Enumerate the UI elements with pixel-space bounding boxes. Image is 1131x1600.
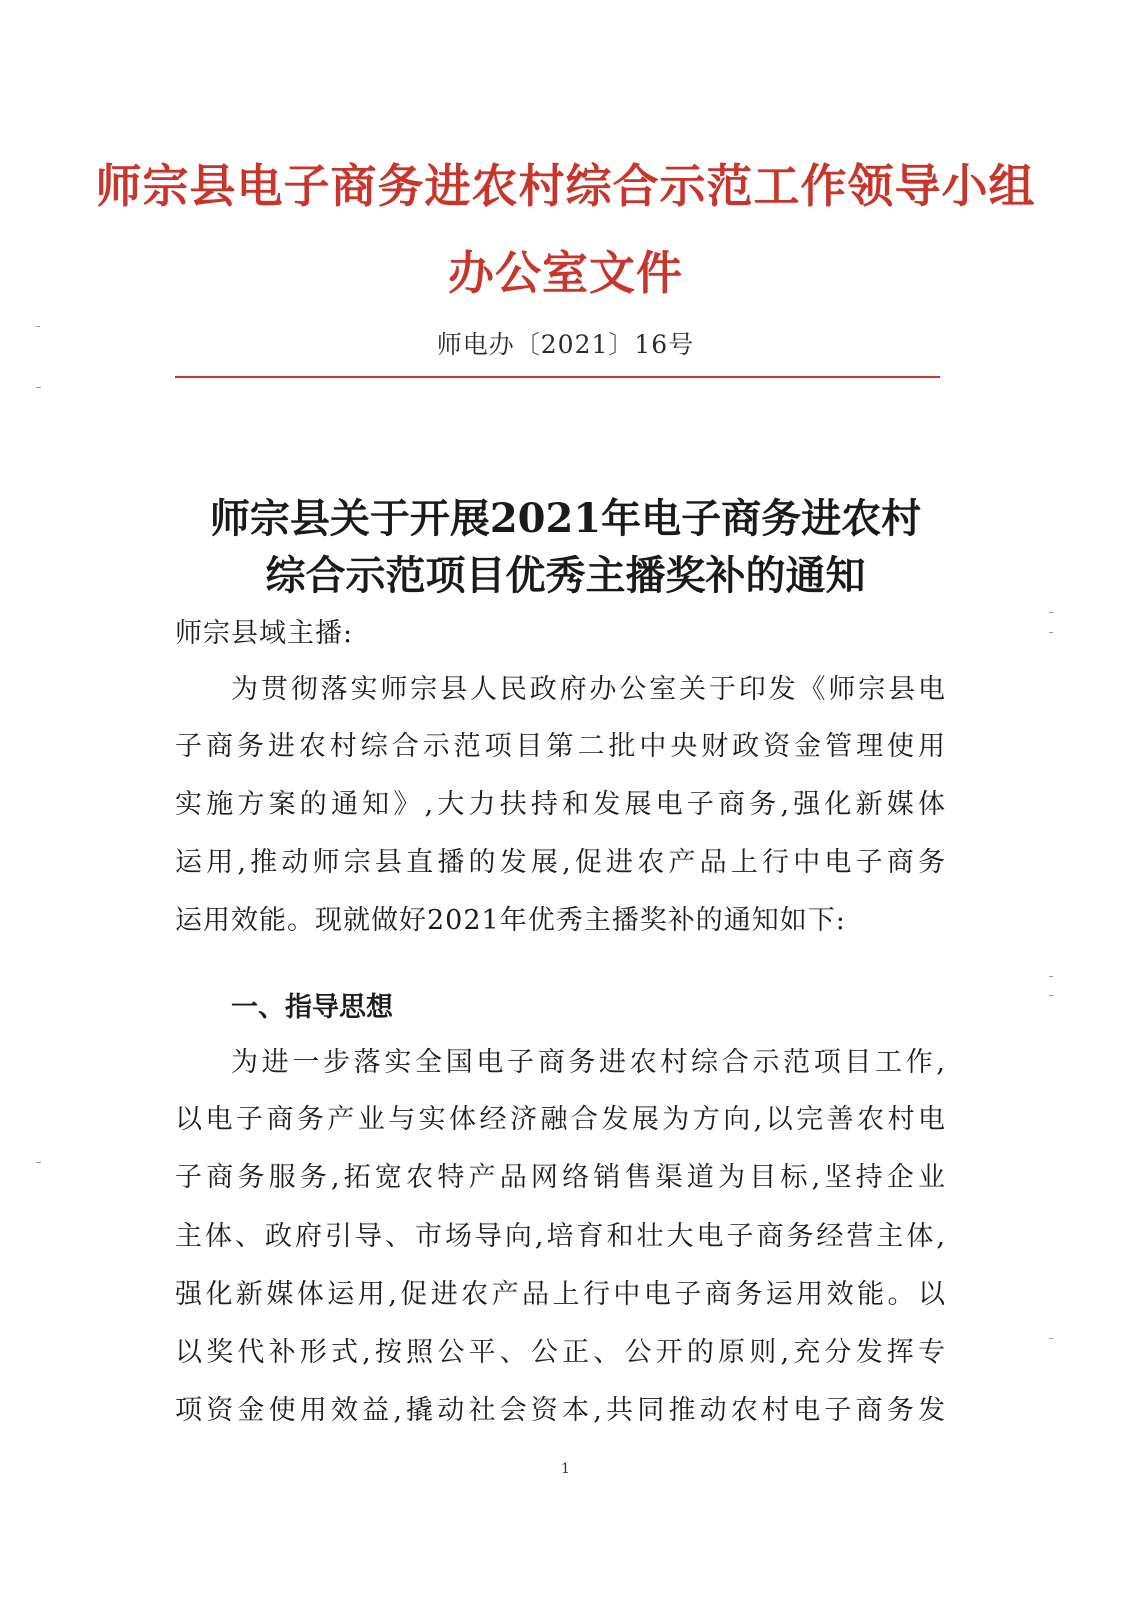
notice-title-line1: 师宗县关于开展2021年电子商务进农村 [209, 495, 922, 542]
paragraph1-line: 实施方案的通知》,大力扶持和发展电子商务,强化新媒体 [175, 789, 945, 820]
scan-artifact [1049, 995, 1053, 996]
section1-line: 以电子商务产业与实体经济融合发展为方向,以完善农村电 [175, 1104, 945, 1135]
section-heading-guiding-ideology: 一、指导思想 [231, 992, 393, 1023]
section1-line: 主体、政府引导、市场导向,培育和壮大电子商务经营主体, [175, 1221, 945, 1252]
notice-title-line2: 综合示范项目优秀主播奖补的通知 [265, 552, 866, 599]
section1-line: 项资金使用效益,撬动社会资本,共同推动农村电子商务发 [175, 1395, 945, 1426]
page-number: 1 [561, 1461, 570, 1477]
section1-line: 强化新媒体运用,促进农产品上行中电子商务运用效能。以 [175, 1279, 945, 1310]
paragraph1-line: 为贯彻落实师宗县人民政府办公室关于印发《师宗县电 [231, 674, 945, 705]
document-number: 师电办〔2021〕16号 [436, 330, 695, 359]
section1-line: 为进一步落实全国电子商务进农村综合示范项目工作, [231, 1047, 945, 1078]
section1-line: 以奖代补形式,按照公平、公正、公开的原则,充分发挥专 [175, 1337, 945, 1368]
scan-artifact [1049, 976, 1053, 977]
organization-title-line2: 办公室文件 [448, 246, 683, 300]
scan-artifact [36, 387, 41, 388]
scan-artifact [1049, 632, 1053, 633]
scan-artifact [1049, 1338, 1053, 1339]
organization-title-line1: 师宗县电子商务进农村综合示范工作领导小组 [95, 159, 1036, 213]
red-divider-line [175, 376, 940, 378]
scan-artifact [1049, 612, 1053, 613]
salutation: 师宗县域主播: [175, 618, 354, 649]
scan-artifact [36, 326, 40, 327]
paragraph1-line: 运用效能。现就做好2021年优秀主播奖补的通知如下: [175, 905, 846, 936]
section1-line: 子商务服务,拓宽农特产品网络销售渠道为目标,坚持企业 [175, 1162, 945, 1193]
paragraph1-line: 子商务进农村综合示范项目第二批中央财政资金管理使用 [175, 731, 945, 762]
scan-artifact [36, 1162, 41, 1163]
paragraph1-line: 运用,推动师宗县直播的发展,促进农产品上行中电子商务 [175, 847, 945, 878]
